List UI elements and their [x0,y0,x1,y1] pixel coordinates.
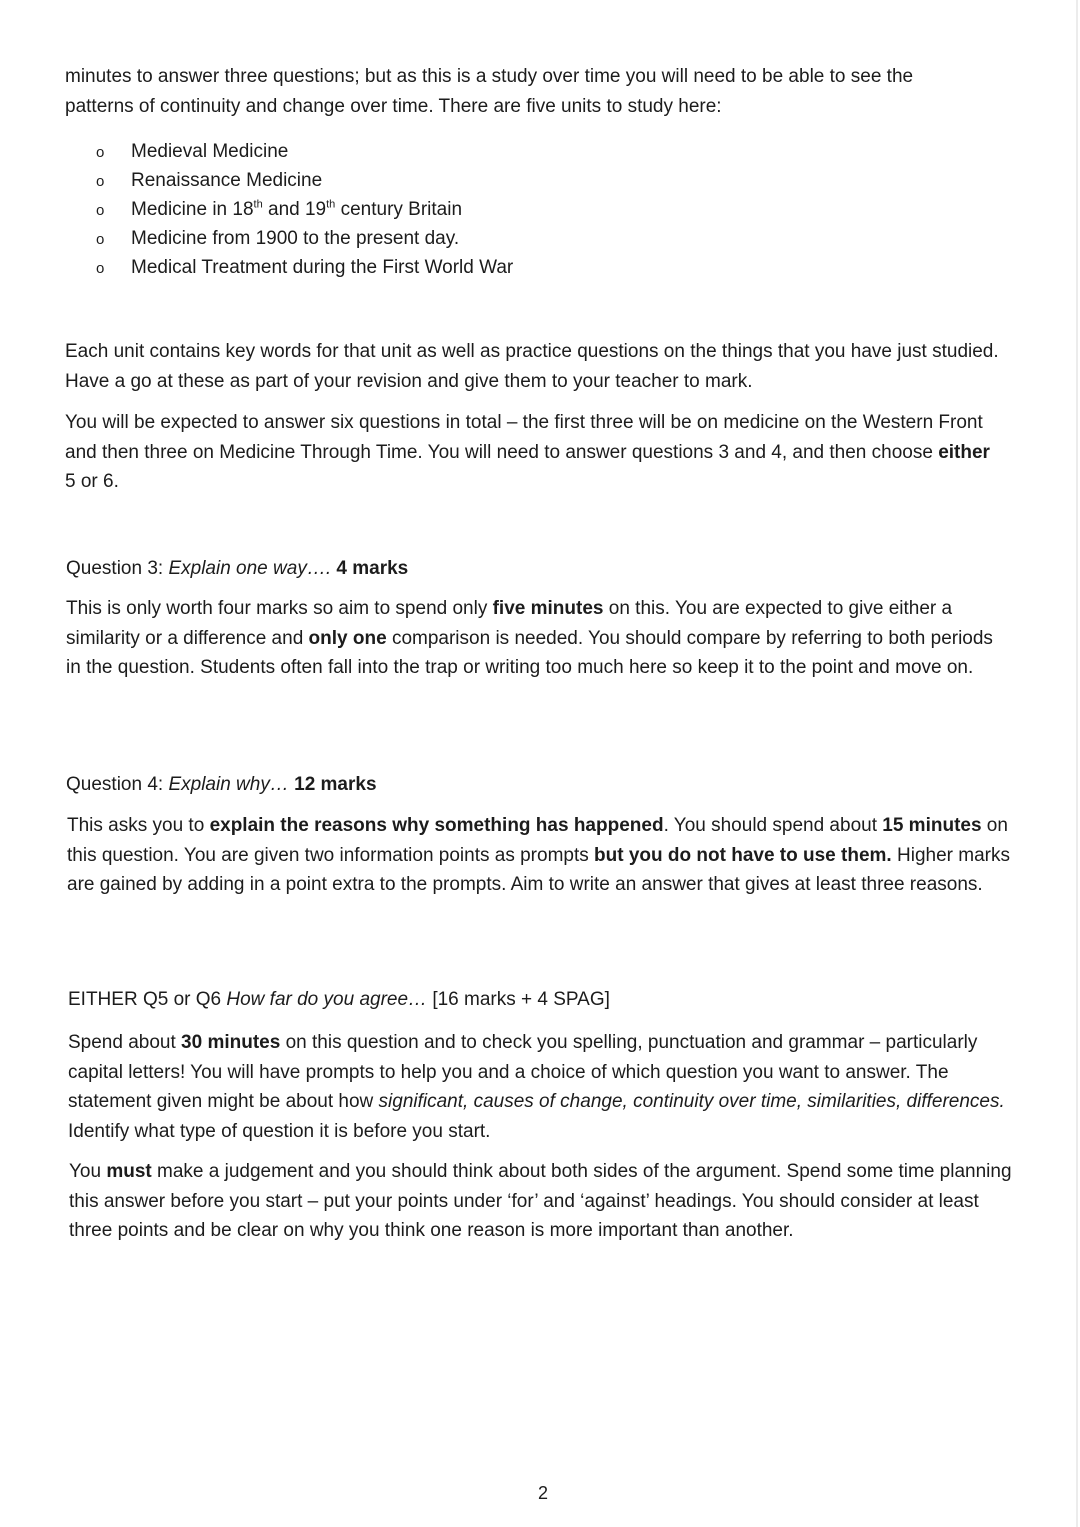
bullet-icon: o [96,173,105,190]
list-item [96,137,513,166]
unit-label: Medicine in 18th and 19th century Britain [131,198,463,220]
list-item [96,195,513,224]
each-unit-paragraph: Each unit contains key words for that unit as well as practice questions on the things that you have just studied. Have a go at these as part of your revision and give them to your teacher to mark. [65,341,999,392]
list-item [96,253,513,282]
expected-paragraph: You will be expected to answer six questions in total – the first three will be on medicine on the Western Front and then three on Medicine Through Time. You will need to answer questions 3 and 4, and then choose either 5 or 6. [65,412,990,492]
q4-paragraph: This asks you to explain the reasons why something has happened. You should spend about 15 minutes on this question. You are given two information points as prompts but you do not have to use them. Higher marks are gained by adding in a point extra to the prompts. Aim to write an answer that gives at least three reasons. [67,815,1010,895]
unit-label: Medieval Medicine [131,141,289,162]
q4-heading: Question 4: Explain why… 12 marks [66,774,377,795]
unit-list [96,137,513,282]
q56-paragraph-1: Spend about 30 minutes on this question and to check you spelling, punctuation and grammar – particularly capital letters! You will have prompts to help you and a choice of which question you want to answer. The statement given might be about how significant, causes of change, continuity over time, similarities, differences. Identify what type of question it is before you start. [68,1032,1005,1142]
intro-line-2: patterns of continuity and change over time. There are five units to study here: [65,95,722,117]
q3-paragraph: This is only worth four marks so aim to spend only five minutes on this. You are expected to give either a similarity or a difference and only one comparison is needed. You should compare by referring to both periods in the question. Students often fall into the trap or writing too much here so keep it to the point and move on. [66,598,993,678]
q56-heading: EITHER Q5 or Q6 How far do you agree… [16 marks + 4 SPAG] [68,989,610,1010]
list-item [96,166,513,195]
list-item [96,224,513,253]
scan-edge [1076,0,1078,1527]
bullet-icon: o [96,231,105,248]
bullet-icon: o [96,202,105,219]
q56-paragraph-2: You must make a judgement and you should think about both sides of the argument. Spend some time planning this answer before you start – put your points under ‘for’ and ‘against’ headings. You should consider at least three points and be clear on why you think one reason is more important than another. [69,1161,1012,1241]
bullet-icon: o [96,144,105,161]
unit-label: Medical Treatment during the First World War [131,257,514,278]
intro-line-1: minutes to answer three questions; but as this is a study over time you will need to be able to see the [65,66,914,87]
unit-label: Renaissance Medicine [131,170,323,191]
q3-heading: Question 3: Explain one way…. 4 marks [66,558,409,579]
page-number: 2 [538,1483,549,1503]
bullet-icon: o [96,260,105,277]
intro-paragraph [65,62,1045,121]
unit-label: Medicine from 1900 to the present day. [131,228,460,249]
